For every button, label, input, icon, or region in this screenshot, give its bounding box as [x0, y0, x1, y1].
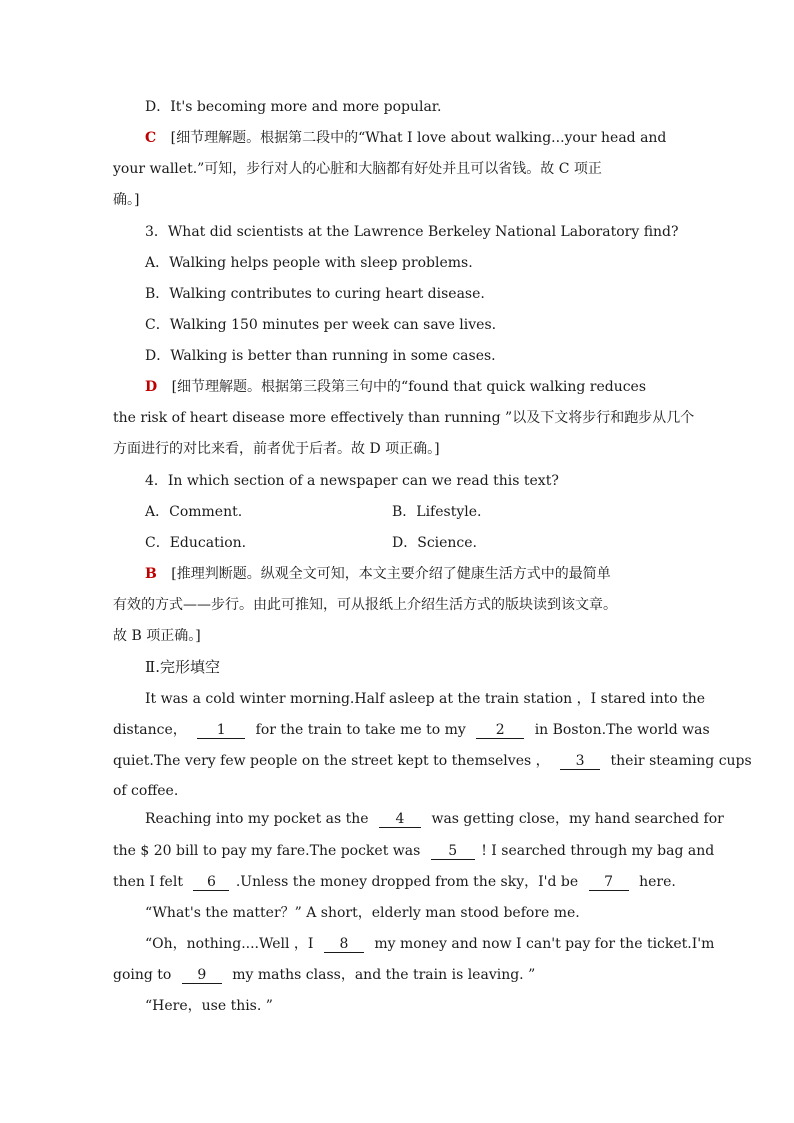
- q3-option-d: D．Walking is better than running in some cases.: [145, 348, 496, 364]
- q2-answer-letter: C: [145, 130, 157, 146]
- blank-5[interactable]: 5: [431, 843, 475, 860]
- q4-explanation-line-2: 有效的方式——步行。由此可推知，可从报纸上介绍生活方式的版块读到该文章。: [113, 597, 617, 613]
- cloze-text: ! I searched through my bag and: [481, 843, 715, 859]
- cloze-p1-line-3: [113, 751, 752, 771]
- q4-question: 4．In which section of a newspaper can we read this text?: [145, 473, 559, 489]
- blank-8[interactable]: 8: [324, 936, 364, 953]
- q3-option-b: B．Walking contributes to curing heart disease.: [145, 286, 485, 302]
- q4-explanation-line-3: 故 B 项正确。]: [113, 628, 201, 644]
- q2-option-d: D．It's becoming more and more popular.: [145, 99, 442, 115]
- q2-explanation-line-1: [145, 128, 679, 148]
- cloze-p4-line-2: [113, 965, 535, 985]
- cloze-text: my maths class，and the train is leaving. ”: [232, 967, 536, 983]
- cloze-p3: “What's the matter？” A short，elderly man stood before me.: [145, 905, 580, 921]
- cloze-text: in Boston.The world was: [534, 722, 710, 738]
- blank-9[interactable]: 9: [182, 967, 222, 984]
- q4-answer-letter: B: [145, 566, 157, 582]
- cloze-text: their steaming cups: [610, 753, 752, 769]
- cloze-text: going to: [113, 967, 172, 983]
- q4-explanation-line-1: [145, 564, 611, 584]
- cloze-text: .Unless the money dropped from the sky，I'd be: [235, 874, 579, 890]
- cloze-text: Reaching into my pocket as the: [145, 811, 369, 827]
- blank-4[interactable]: 4: [379, 811, 421, 828]
- cloze-p1-line-2: [113, 720, 710, 740]
- q4-option-d: D．Science.: [392, 535, 478, 551]
- cloze-p5: “Here，use this. ”: [145, 998, 273, 1014]
- q3-option-a: A．Walking helps people with sleep problems.: [145, 255, 473, 271]
- blank-3[interactable]: 3: [560, 753, 600, 770]
- cloze-p2-line-3: [113, 872, 676, 892]
- cloze-text: “Oh，nothing....Well ，I: [145, 936, 314, 952]
- cloze-text: was getting close，my hand searched for: [431, 811, 724, 827]
- blank-2[interactable]: 2: [476, 722, 524, 739]
- cloze-text: the $ 20 bill to pay my fare.The pocket was: [113, 843, 421, 859]
- cloze-p1-line-1: It was a cold winter morning.Half asleep at the train station ，I stared into the: [145, 691, 706, 707]
- q2-explanation-line-2: your wallet.”可知，步行对人的心脏和大脑都有好处并且可以省钱。故 C 项正: [113, 161, 602, 177]
- cloze-text: here.: [639, 874, 676, 890]
- q3-option-c: C．Walking 150 minutes per week can save lives.: [145, 317, 497, 333]
- q2-explanation-text-1: [细节理解题。根据第二段中的“What I love about walking...your head and: [170, 130, 667, 146]
- q3-answer-letter: D: [145, 379, 158, 395]
- q2-explanation-line-3: 确。]: [113, 192, 140, 208]
- blank-1[interactable]: 1: [197, 722, 245, 739]
- cloze-p1-line-4: of coffee.: [113, 783, 179, 799]
- q3-explanation-line-3: 方面进行的对比来看，前者优于后者。故 D 项正确。]: [113, 441, 440, 457]
- q4-option-a: A．Comment.: [145, 504, 243, 520]
- cloze-text: my money and now I can't pay for the ticket.I'm: [374, 936, 715, 952]
- section-2-heading: Ⅱ.完形填空: [145, 658, 220, 676]
- cloze-p2-line-2: [113, 841, 714, 861]
- q3-explanation-line-1: [145, 377, 646, 397]
- cloze-text: for the train to take me to my: [255, 722, 466, 738]
- cloze-text: distance，: [113, 722, 187, 738]
- cloze-p2-line-1: [145, 809, 724, 829]
- blank-6[interactable]: 6: [193, 874, 229, 891]
- q3-explanation-text-1: [细节理解题。根据第三段第三句中的“found that quick walking reduces: [171, 379, 647, 395]
- q3-question: 3．What did scientists at the Lawrence Berkeley National Laboratory find?: [145, 224, 679, 240]
- q4-option-c: C．Education.: [145, 535, 247, 551]
- cloze-text: then I felt: [113, 874, 183, 890]
- q3-explanation-line-2: the risk of heart disease more effectively than running ”以及下文将步行和跑步从几个: [113, 410, 695, 426]
- cloze-p4-line-1: [145, 934, 714, 954]
- cloze-text: quiet.The very few people on the street kept to themselves ，: [113, 753, 550, 769]
- q4-explanation-text-1: [推理判断题。纵观全文可知，本文主要介绍了健康生活方式中的最简单: [171, 566, 611, 582]
- blank-7[interactable]: 7: [589, 874, 629, 891]
- q4-option-b: B．Lifestyle.: [392, 504, 482, 520]
